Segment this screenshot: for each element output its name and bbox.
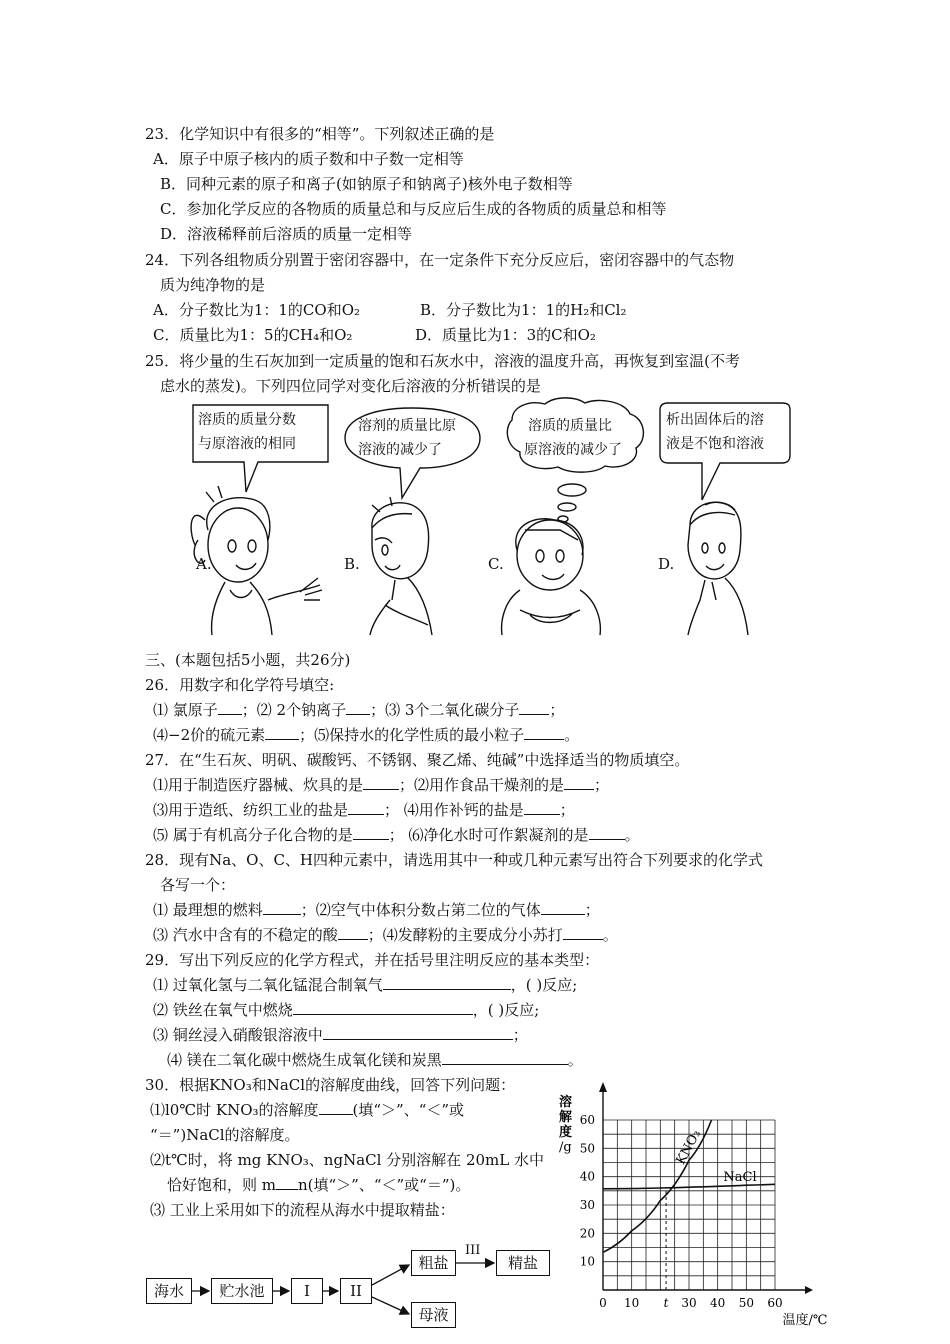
q23-option-c: C．参加化学反应的各物质的质量总和与反应后生成的各物质的质量总和相等 [160, 200, 667, 218]
y-axis-label-2: 解 [559, 1110, 573, 1125]
q28-line1: ⑴ 最理想的燃料 ；⑵空气中体积分数占第二位的气体 ； [153, 901, 600, 919]
q24-option-c: C．质量比为1：5的CH₄和O₂ [153, 326, 353, 344]
y-tick-label: 20 [579, 1226, 595, 1241]
q29-stem: 29．写出下列反应的化学方程式，并在括号里注明反应的基本类型： [145, 951, 600, 969]
flow-mother-liquor: 母液 [411, 1302, 456, 1328]
x-tick-label: 60 [767, 1296, 783, 1310]
q24-stem-line2: 质为纯净物的是 [160, 276, 266, 294]
q25-stem-line2: 虑水的蒸发)。下列四位同学对变化后溶液的分析错误的是 [160, 377, 541, 395]
q28-line2: ⑶ 汽水中含有的不稳定的酸 ；⑷发酵粉的主要成分小苏打 。 [153, 926, 618, 944]
q30-line3: ⑵t℃时，将 mg KNO₃、ngNaCl 分别溶解在 20mL 水中 [150, 1151, 544, 1169]
flow-step1: I [291, 1278, 323, 1304]
x-tick-label: 50 [738, 1296, 754, 1310]
q29-line1: ⑴ 过氧化氢与二氧化锰混合制氧气 ，( )反应; [153, 976, 578, 994]
bubble-d-text-line2: 液是不饱和溶液 [666, 436, 764, 452]
q30-line2: “＝”)NaCl的溶解度。 [150, 1126, 300, 1144]
y-axis-arrow [599, 1082, 607, 1092]
q29-line2: ⑵ 铁丝在氧气中燃烧 ，( )反应; [153, 1001, 540, 1019]
q27-line1: ⑴用于制造医疗器械、炊具的是 ；⑵用作食品干燥剂的是 ； [153, 776, 610, 794]
q23-option-d: D．溶液稀释前后溶质的质量一定相等 [160, 225, 413, 243]
bubble-b-text-line1: 溶剂的质量比原 [358, 418, 456, 434]
y-axis-label-3: 度 [559, 1125, 573, 1140]
x-tick-label: 30 [681, 1296, 697, 1310]
y-tick-label: 50 [579, 1141, 595, 1156]
q28-stem-line2: 各写一个： [160, 876, 236, 894]
y-axis-label-1: 溶 [559, 1095, 573, 1110]
x-tick-label: t [663, 1296, 669, 1310]
q27-stem: 27．在“生石灰、明矾、碳酸钙、不锈钢、聚乙烯、纯碱”中选择适当的物质填空。 [145, 751, 690, 769]
kno3-label: KNO₃ [673, 1127, 705, 1168]
y-tick-label: 10 [579, 1254, 595, 1269]
q30-line1: ⑴l0℃时 KNO₃的溶解度 (填“＞”、“＜”或 [150, 1101, 465, 1119]
q30-line4: 恰好饱和，则 m n(填“＞”、“＜”或“＝”)。 [167, 1176, 471, 1194]
q30-stem: 30．根据KNO₃和NaCl的溶解度曲线，回答下列问题： [145, 1076, 516, 1094]
q29-line3: ⑶ 铜丝浸入硝酸银溶液中 ； [153, 1026, 528, 1044]
flow-crude-salt: 粗盐 [411, 1250, 456, 1276]
x-axis-label: 温度/℃ [782, 1313, 828, 1328]
q23-option-a: A．原子中原子核内的质子数和中子数一定相等 [153, 150, 464, 168]
label-c: C. [488, 555, 504, 573]
bubble-d-text-line1: 析出固体后的溶 [666, 412, 764, 428]
q24-option-d: D．质量比为1：3的C和O₂ [415, 326, 596, 344]
q27-line3: ⑸ 属于有机高分子化合物的是 ； ⑹净化水时可作絮凝剂的是 。 [153, 826, 640, 844]
q26-line1: ⑴ 氯原子 ；⑵ 2个钠离子 ；⑶ 3个二氧化碳分子 ； [153, 701, 565, 719]
flow-step2: II [340, 1278, 372, 1304]
y-tick-label: 30 [579, 1198, 595, 1212]
x-tick-label: 40 [710, 1296, 726, 1310]
label-a: A. [196, 555, 212, 573]
q25-stem-line1: 25．将少量的生石灰加到一定质量的饱和石灰水中，溶液的温度升高，再恢复到室温(不考 [145, 352, 740, 370]
x-tick-label: 0 [599, 1296, 607, 1310]
flow-fine-salt: 精盐 [496, 1250, 550, 1276]
q26-line2: ⑷−2价的硫元素 ；⑸保持水的化学性质的最小粒子 。 [153, 726, 580, 744]
x-axis-arrow [805, 1286, 813, 1294]
bubble-c-text-line2: 原溶液的减少了 [524, 442, 622, 458]
flow-pool: 贮水池 [211, 1278, 273, 1304]
nacl-label: NaCl [723, 1169, 757, 1185]
y-axis-label-4: /g [559, 1140, 572, 1155]
q24-stem-line1: 24．下列各组物质分别置于密闭容器中，在一定条件下充分反应后，密闭容器中的气态物 [145, 251, 735, 269]
label-b: B. [344, 555, 360, 573]
bubble-c-text-line1: 溶质的质量比 [528, 418, 612, 434]
bubble-b-text-line2: 溶液的减少了 [358, 442, 442, 458]
x-tick-label: 10 [624, 1296, 640, 1310]
bubble-a-text-line2: 与原溶液的相同 [198, 436, 296, 452]
q28-stem-line1: 28．现有Na、O、C、H四种元素中，请选用其中一种或几种元素写出符合下列要求的化学式 [145, 851, 764, 869]
q23-option-b: B．同种元素的原子和离子(如钠原子和钠离子)核外电子数相等 [160, 175, 573, 193]
label-d: D. [658, 555, 675, 573]
section-3-heading: 三、(本题包括5小题，共26分) [145, 651, 351, 669]
flow-step3: III [465, 1243, 481, 1258]
y-tick-label: 60 [579, 1113, 595, 1127]
q27-line2: ⑶用于造纸、纺织工业的盐是 ； ⑷用作补钙的盐是 ； [153, 801, 575, 819]
q30-line5: ⑶ 工业上采用如下的流程从海水中提取精盐： [150, 1201, 455, 1219]
q29-line4: ⑷ 镁在二氧化碳中燃烧生成氧化镁和炭黑 。 [167, 1051, 583, 1069]
q23-stem: 23．化学知识中有很多的“相等”。下列叙述正确的是 [145, 125, 495, 143]
bubble-a-text-line1: 溶质的质量分数 [198, 412, 296, 428]
q24-option-b: B．分子数比为1：1的H₂和Cl₂ [420, 301, 627, 319]
flow-seawater: 海水 [146, 1278, 192, 1304]
q26-stem: 26．用数字和化学符号填空: [145, 676, 335, 694]
y-tick-label: 40 [579, 1169, 595, 1184]
q24-option-a: A．分子数比为1：1的CO和O₂ [153, 301, 361, 319]
